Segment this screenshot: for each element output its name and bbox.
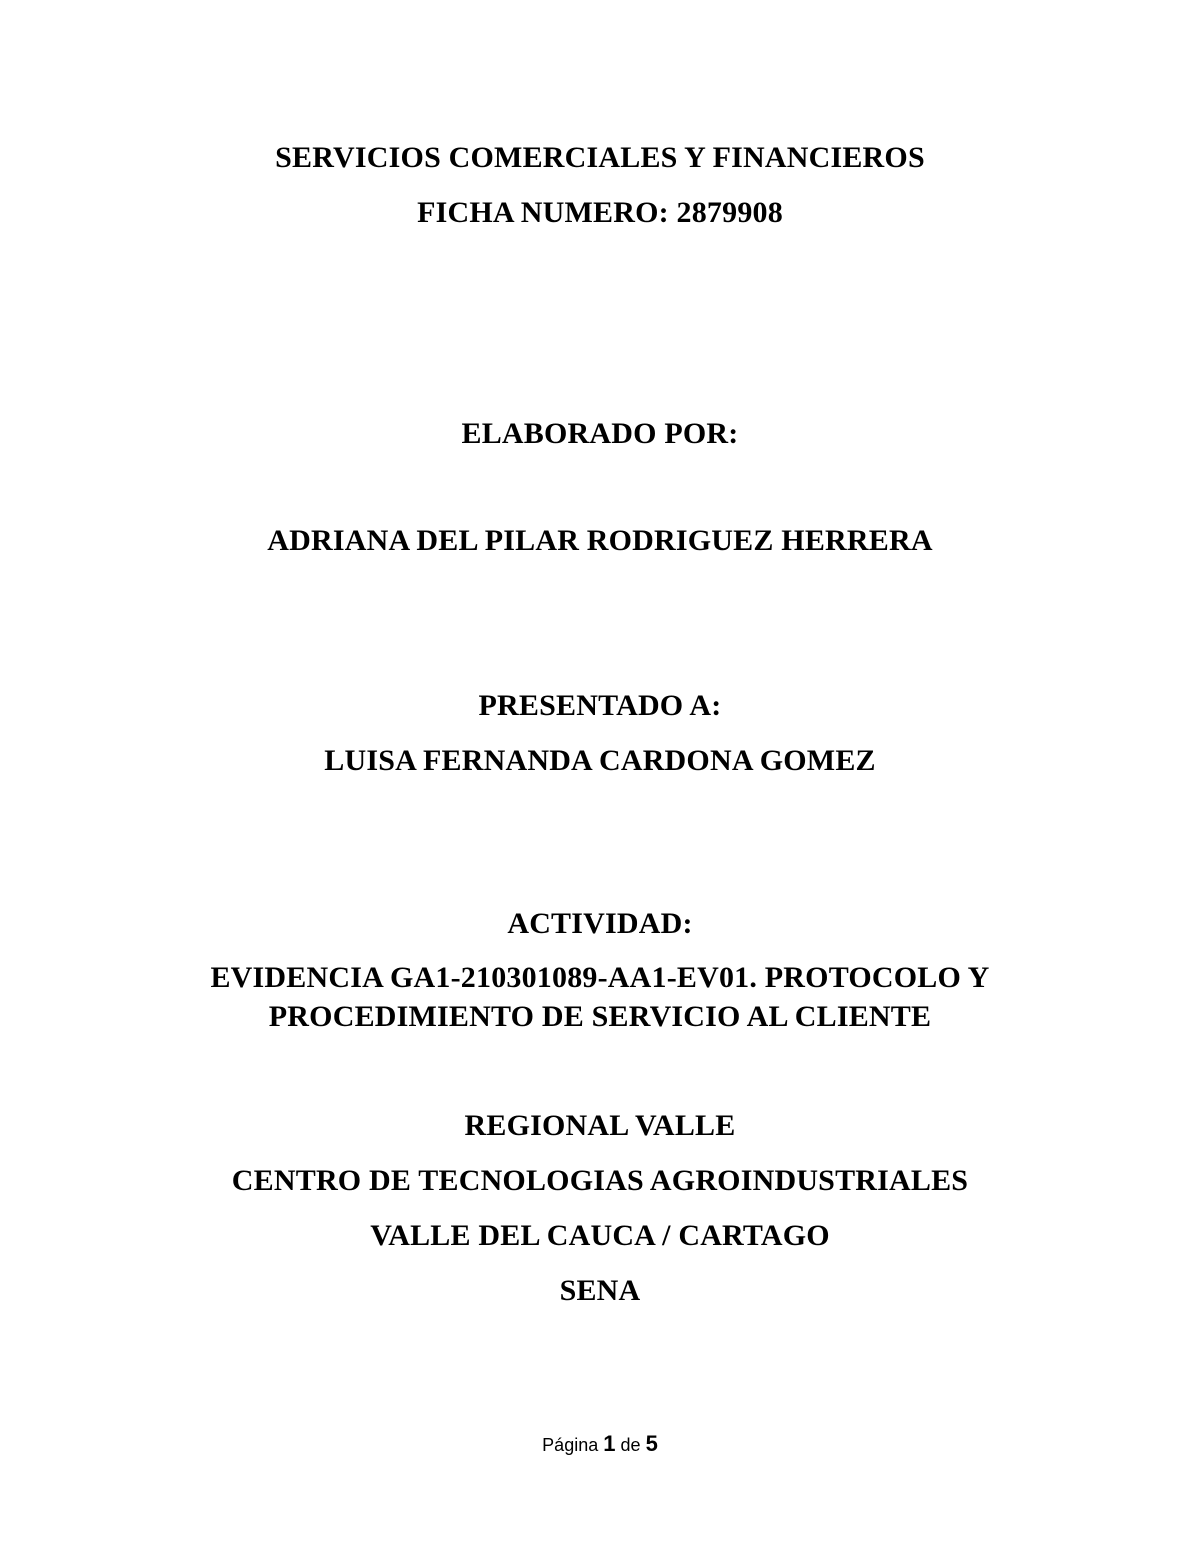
activity-label: ACTIVIDAD: <box>507 907 693 940</box>
of-word: de <box>620 1435 641 1455</box>
page-word: Página <box>542 1435 599 1455</box>
entity-name: SENA <box>559 1274 641 1307</box>
recipient-name: LUISA FERNANDA CARDONA GOMEZ <box>324 744 876 777</box>
total-pages-number: 5 <box>645 1431 658 1456</box>
page-number-footer <box>0 1432 1200 1457</box>
regional-name: REGIONAL VALLE <box>464 1109 736 1142</box>
activity-title-line-2: PROCEDIMIENTO DE SERVICIO AL CLIENTE <box>268 1000 932 1033</box>
recipient-label: PRESENTADO A: <box>478 689 722 722</box>
author-label: ELABORADO POR: <box>461 417 739 450</box>
center-name: CENTRO DE TECNOLOGIAS AGROINDUSTRIALES <box>231 1164 969 1197</box>
location-name: VALLE DEL CAUCA / CARTAGO <box>370 1219 830 1252</box>
ficha-number: FICHA NUMERO: 2879908 <box>417 196 783 229</box>
current-page-number: 1 <box>603 1431 616 1456</box>
activity-title-line-1: EVIDENCIA GA1-210301089-AA1-EV01. PROTOCOLO Y <box>210 961 990 994</box>
program-title: SERVICIOS COMERCIALES Y FINANCIEROS <box>275 141 925 174</box>
author-name: ADRIANA DEL PILAR RODRIGUEZ HERRERA <box>267 524 933 557</box>
